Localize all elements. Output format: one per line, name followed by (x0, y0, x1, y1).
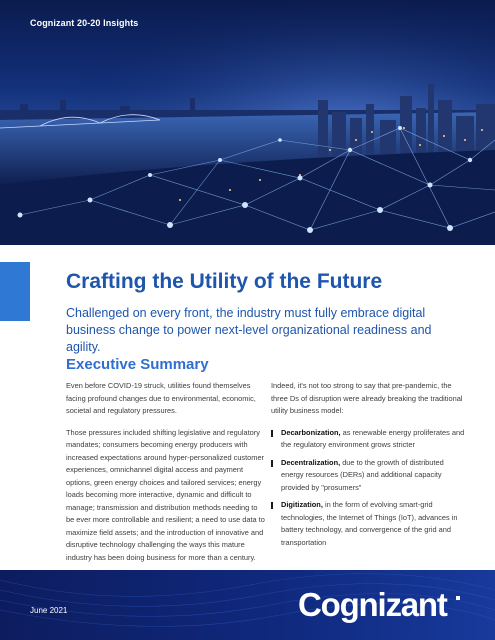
summary-intro-paragraph: Indeed, it's not too strong to say that pre-pandemic, the three Ds of disruption were already breaking the traditional utility business model: (271, 381, 463, 415)
footer-band (0, 570, 495, 640)
summary-paragraph: Those pressures included shifting legislative and regulatory mandates; consumers becoming energy producers with increased expectations around hyper-personalized customer experiences, omnichannel digital access and payment options, green energy choices and tailored services; energy loads becoming more interactive, dynamic and difficult to manage; transmission and distribution methods needing to be ever more controllable and resilient; a need to use data to maximize field assets; and the introduction of innovative and disruptive technology challenging the ways this mature industry has been doing business for more than a century. (66, 427, 265, 562)
list-item (271, 457, 467, 495)
bullet-marker-icon (271, 502, 273, 509)
summary-paragraph: Even before COVID-19 struck, utilities found themselves facing profound changes due to environmental, economic, societal and regulatory pressures. (66, 381, 256, 415)
cognizant-logo: Cognizant (298, 586, 447, 623)
bullet-term: Digitization, (281, 500, 323, 509)
series-label: Cognizant 20-20 Insights (30, 18, 139, 28)
page-title: Crafting the Utility of the Future (66, 270, 383, 293)
disruption-list (271, 427, 467, 550)
list-item (271, 499, 467, 549)
bullet-marker-icon (271, 430, 273, 437)
executive-summary-heading: Executive Summary (66, 356, 209, 373)
logo-dot-icon (456, 596, 460, 600)
cityscape-illustration (0, 0, 495, 245)
bullet-text: in the form of evolving smart-grid technologies, the Internet of Things (IoT), advances in battery technology, and convergence of the grid and transportation (281, 500, 458, 547)
publication-date: June 2021 (30, 606, 68, 615)
bullet-term: Decarbonization, (281, 427, 341, 437)
accent-block (0, 262, 30, 321)
summary-left-column (66, 380, 266, 573)
bullet-text: as renewable energy proliferates and the regulatory environment grows stricter (281, 427, 465, 449)
page-subtitle: Challenged on every front, the industry must fully embrace digital business change to power next-level organizational readiness and agility. (66, 306, 432, 354)
bullet-marker-icon (271, 460, 273, 467)
summary-right-column (271, 380, 467, 554)
bullet-term: Decentralization, (281, 457, 341, 467)
list-item (271, 427, 467, 452)
hero-cityscape-image (0, 0, 495, 245)
bullet-text: due to the growth of distributed energy resources (DERs) and additional capacity provided by "prosumers" (281, 457, 444, 492)
